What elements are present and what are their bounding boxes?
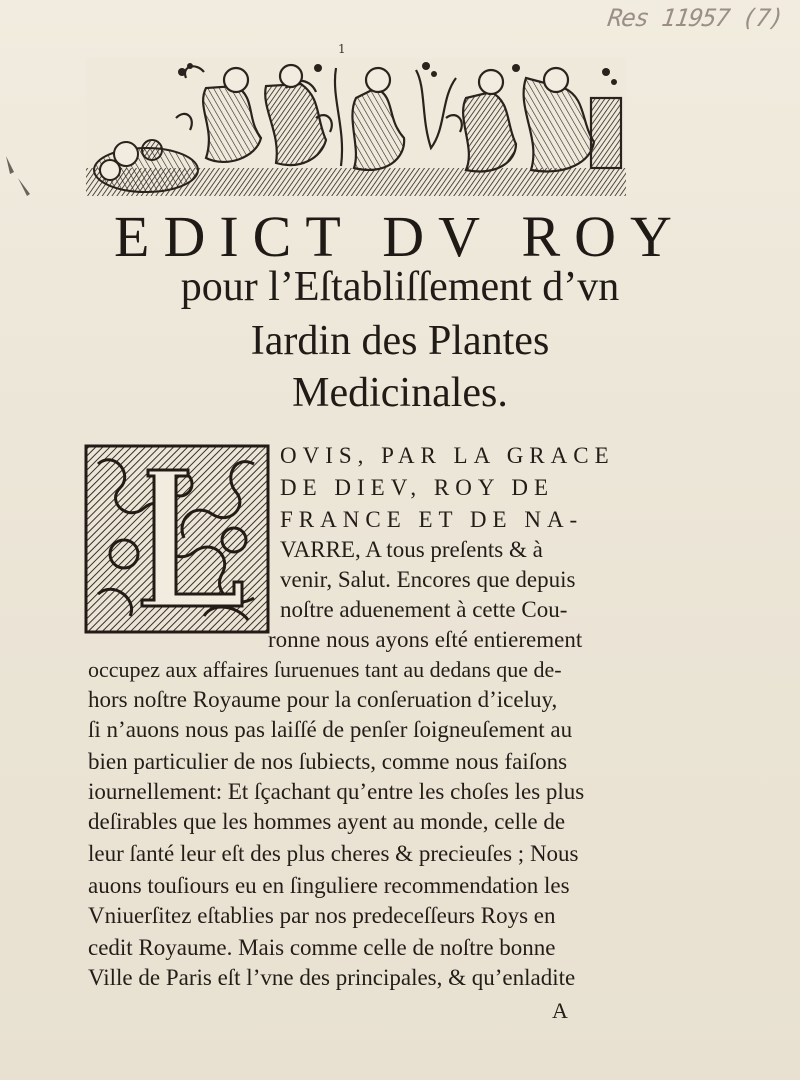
text-line-4: VARRE, A tous preſents & à bbox=[280, 537, 543, 562]
text-line-3: FRANCE ET DE NA- bbox=[280, 507, 584, 532]
text-line-1: OVIS, PAR LA GRACE bbox=[280, 443, 615, 468]
page-edge-mark bbox=[0, 150, 40, 200]
text-line-15: auons touſiours eu en ſinguliere recommendation les bbox=[88, 873, 570, 898]
title-line-2: pour l’Eſtabliſſement d’vn bbox=[180, 264, 620, 310]
text-line-2: DE DIEV, ROY DE bbox=[280, 475, 554, 500]
text-line-9: hors noſtre Royaume pour la conſeruation d’iceluy, bbox=[88, 687, 558, 712]
text-line-12: iournellement: Et ſçachant qu’entre les choſes les plus bbox=[88, 779, 585, 804]
text-line-18: Ville de Paris eſt l’vne des principales, & qu’enladite bbox=[88, 965, 576, 990]
title-line-3: Iardin des Plantes bbox=[250, 318, 550, 364]
title-line-4: Medicinales. bbox=[292, 370, 508, 416]
text-line-13: deſirables que les hommes ayent au monde, celle de bbox=[88, 809, 566, 834]
text-line-6: noſtre aduenement à cette Cou- bbox=[280, 597, 568, 622]
title-edict-du-roy: EDICT DV ROY bbox=[114, 204, 686, 269]
text-line-10: ſi n’auons nous pas laiſſé de penſer ſoigneuſement au bbox=[88, 717, 573, 742]
text-line-8: occupez aux affaires ſuruenues tant au dedans que de- bbox=[88, 657, 562, 682]
page-number: 1 bbox=[338, 42, 346, 56]
text-line-11: bien particulier de nos ſubiects, comme nous faiſons bbox=[88, 749, 568, 774]
shelfmark-annotation: Res 11957 (7) bbox=[606, 4, 785, 32]
catchword: A bbox=[552, 998, 568, 1023]
text-line-5: venir, Salut. Encores que depuis bbox=[280, 567, 576, 592]
text-line-16: Vniuerſitez eſtablies par nos predeceſſeurs Roys en bbox=[88, 903, 556, 928]
decorated-initial-image bbox=[84, 444, 270, 634]
text-line-7: ronne nous ayons eſté entierement bbox=[268, 627, 583, 652]
text-line-14: leur ſanté leur eſt des plus cheres & precieuſes ; Nous bbox=[88, 841, 579, 866]
woodcut-headpiece-image bbox=[86, 58, 626, 196]
text-line-17: cedit Royaume. Mais comme celle de noſtre bonne bbox=[88, 935, 556, 960]
